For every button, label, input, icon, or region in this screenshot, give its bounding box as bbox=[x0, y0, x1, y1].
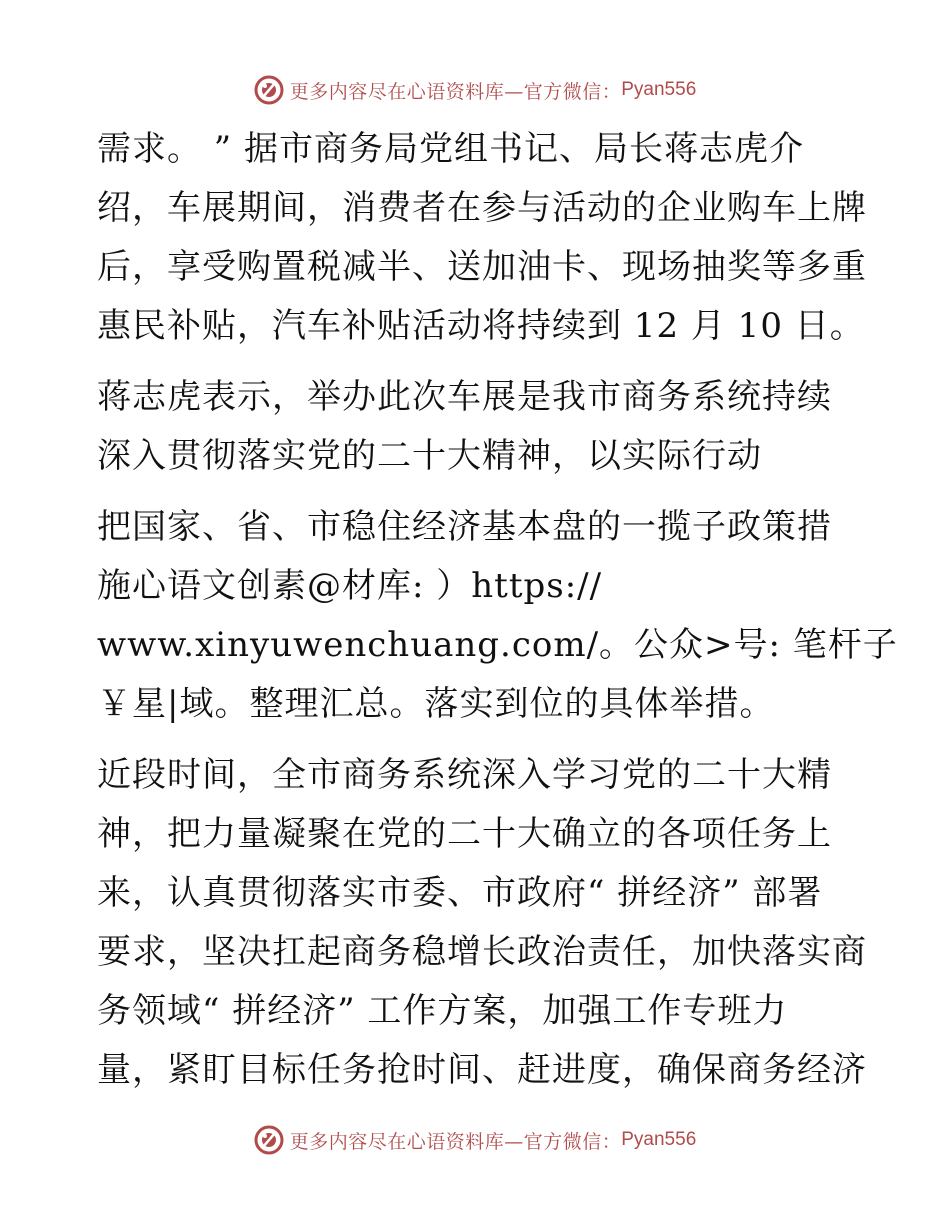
text-line: 需求。 ” 据市商务局党组书记、局长蒋志虎介 bbox=[97, 129, 804, 169]
text-line: 绍，车展期间，消费者在参与活动的企业购车上牌 bbox=[97, 188, 867, 228]
header-banner bbox=[0, 70, 950, 110]
seal-logo-icon bbox=[254, 1125, 284, 1155]
text-line: 后，享受购置税减半、送加油卡、现场抽奖等多重 bbox=[97, 247, 867, 287]
footer-wechat-id: Pyan556 bbox=[621, 1129, 697, 1150]
text-line: www.xinyuwenchuang.com/。公众>号: 笔杆子 bbox=[97, 625, 898, 665]
text-line: 神，把力量凝聚在党的二十大确立的各项任务上 bbox=[97, 814, 832, 854]
text-line: 深入贯彻落实党的二十大精神，以实际行动 bbox=[97, 436, 762, 476]
text-line: 近段时间，全市商务系统深入学习党的二十大精 bbox=[97, 755, 832, 795]
paragraph-4 bbox=[97, 746, 867, 1100]
text-line: 量，紧盯目标任务抢时间、赶进度，确保商务经济 bbox=[97, 1050, 867, 1090]
text-line: 把国家、省、市稳住经济基本盘的一揽子政策措 bbox=[97, 507, 832, 547]
header-banner-text: 更多内容尽在心语资料库—官方微信： bbox=[289, 80, 622, 103]
text-line: 来，认真贯彻落实市委、市政府“ 拼经济” 部署 bbox=[97, 873, 823, 913]
header-wechat-id: Pyan556 bbox=[621, 79, 697, 100]
document-body bbox=[97, 120, 898, 1100]
paragraph-1 bbox=[97, 120, 867, 356]
text-line: 施心语文创素@材库: ）https:// bbox=[97, 566, 603, 606]
seal-logo-icon bbox=[254, 75, 284, 105]
paragraph-2 bbox=[97, 368, 857, 486]
paragraph-3 bbox=[97, 498, 898, 734]
text-line: 务领域“ 拼经济” 工作方案，加强工作专班力 bbox=[97, 991, 788, 1031]
text-line: 蒋志虎表示，举办此次车展是我市商务系统持续 bbox=[97, 377, 832, 417]
text-line: ￥星|域。整理汇总。落实到位的具体举措。 bbox=[97, 684, 775, 724]
text-line: 惠民补贴，汽车补贴活动将持续到 12 月 10 日。 bbox=[97, 306, 865, 346]
text-line: 要求，坚决扛起商务稳增长政治责任，加快落实商 bbox=[97, 932, 867, 972]
footer-banner-text: 更多内容尽在心语资料库—官方微信： bbox=[289, 1130, 622, 1153]
footer-banner bbox=[0, 1120, 950, 1160]
